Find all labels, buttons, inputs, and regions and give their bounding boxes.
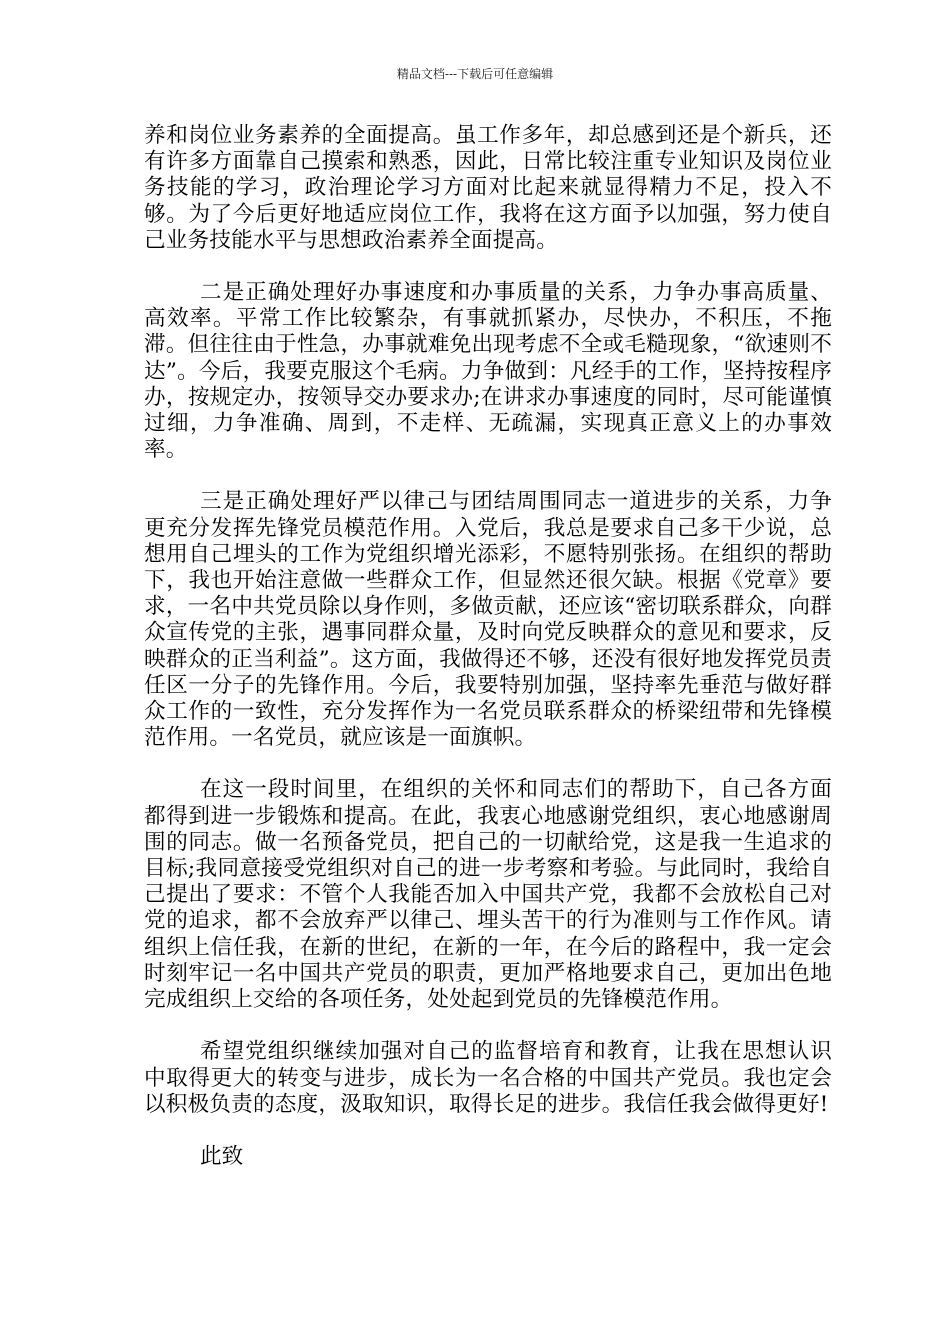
page-header: 精品文档---下载后可任意编辑 <box>396 67 554 81</box>
paragraph-hope: 希望党组织继续加强对自己的监督培育和教育，让我在思想认识中取得更大的转变与进步，成长为一名合格的中国共产党员。我也定会以积极负责的态度，汲取知识，取得长足的进步。我信任我会做得更好! <box>144 1039 832 1117</box>
paragraph-point-two: 二是正确处理好办事速度和办事质量的关系，力争办事高质量、高效率。平常工作比较繁杂，有事就抓紧办，尽快办，不积压，不拖滞。但往往由于性急，办事就难免出现考虑不全或毛糙现象，“欲速则不达”。今后，我要克服这个毛病。力争做到：凡经手的工作，坚持按程序办，按规定办，按领导交办要求办;在讲求办事速度的同时，尽可能谨慎过细，力争准确、周到，不走样、无疏漏，实现真正意义上的办事效率。 <box>144 280 832 463</box>
paragraph-gratitude: 在这一段时间里，在组织的关怀和同志们的帮助下，自己各方面都得到进一步锻炼和提高。在此，我衷心地感谢党组织，衷心地感谢周围的同志。做一名预备党员，把自己的一切献给党，这是我一生追求的目标;我同意接受党组织对自己的进一步考察和考验。与此同时，我给自己提出了要求：不管个人我能否加入中国共产党，我都不会放松自己对党的追求，都不会放弃严以律己、埋头苦干的行为准则与工作作风。请组织上信任我，在新的世纪，在新的一年，在今后的路程中，我一定会时刻牢记一名中国共产党员的职责，更加严格地要求自己，更加出色地完成组织上交给的各项任务，处处起到党员的先锋模范作用。 <box>144 777 832 1013</box>
paragraph-point-three: 三是正确处理好严以律己与团结周围同志一道进步的关系，力争更充分发挥先锋党员模范作用。入党后，我总是要求自己多干少说，总想用自己埋头的工作为党组织增光添彩，不愿特别张扬。在组织的帮助下，我也开始注意做一些群众工作，但显然还很欠缺。根据《党章》要求，一名中共党员除以身作则，多做贡献，还应该“密切联系群众，向群众宣传党的主张，遇事同群众量，及时向党反映群众的意见和要求，反映群众的正当利益”。这方面，我做得还不够，还没有很好地发挥党员责任区一分子的先锋作用。今后，我要特别加强，坚持率先垂范与做好群众工作的一致性，充分发挥作为一名党员联系群众的桥梁纽带和先锋模范作用。一名党员，就应该是一面旗帜。 <box>144 489 832 751</box>
paragraph-continuation: 养和岗位业务素养的全面提高。虽工作多年，却总感到还是个新兵，还有许多方面靠自己摸索和熟悉，因此，日常比较注重专业知识及岗位业务技能的学习，政治理论学习方面对比起来就显得精力不足，投入不够。为了今后更好地适应岗位工作，我将在这方面予以加强，努力使自己业务技能水平与思想政治素养全面提高。 <box>144 123 832 253</box>
document-body <box>144 123 832 1170</box>
closing-salutation: 此致 <box>200 1143 244 1169</box>
